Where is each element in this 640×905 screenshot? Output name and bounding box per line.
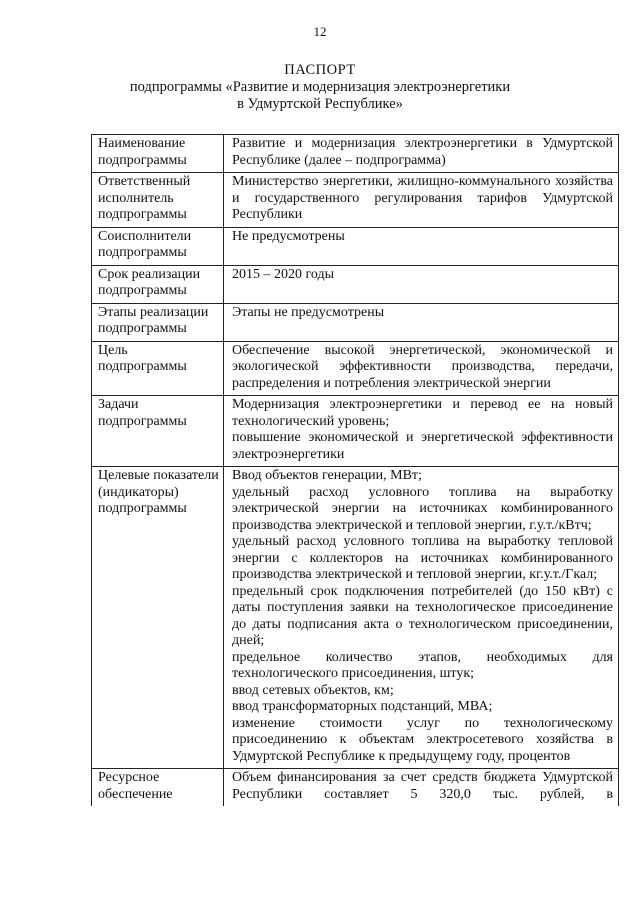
- page-number: 12: [313, 24, 327, 39]
- row-label: Наименование подпрограммы: [92, 135, 224, 172]
- row-value: [224, 304, 618, 341]
- value-line: Этапы не предусмотрены: [232, 304, 385, 320]
- row-label: Задачи подпрограммы: [92, 396, 224, 466]
- row-label: Целевые показатели (индикаторы) подпрограммы: [92, 467, 224, 768]
- value-line: Развитие и модернизация электроэнергетики в Удмуртской Республике (далее – подпрограмма): [232, 136, 613, 168]
- value-line: повышение экономической и энергетической эффективности электроэнергетики: [232, 430, 613, 462]
- row-value: [224, 396, 618, 466]
- passport-table: [91, 134, 619, 806]
- table-row: [92, 173, 618, 228]
- row-label: Ресурсное обеспечение: [92, 769, 224, 806]
- value-line: Обеспечение высокой энергетической, экономической и экологической эффективности производства, передачи, распределения и потребления электрической энергии: [232, 342, 613, 391]
- document-heading: [0, 62, 640, 113]
- value-line: ввод сетевых объектов, км;: [232, 682, 394, 698]
- value-line: предельное количество этапов, необходимых для технологического присоединения, штук;: [232, 649, 613, 681]
- row-value: [224, 769, 618, 806]
- value-line: удельный расход условного топлива на выработку электрической энергии на источниках комбинированного производства электрической и тепловой энергии, г.у.т./кВтч;: [232, 484, 613, 533]
- document-subtitle-line-2: в Удмуртской Республике»: [237, 96, 403, 112]
- row-label: Этапы реализации подпрограммы: [92, 304, 224, 341]
- table-row: [92, 396, 618, 467]
- row-value: [224, 342, 618, 396]
- table-row: [92, 467, 618, 769]
- value-line: ввод трансформаторных подстанций, МВА;: [232, 699, 493, 714]
- document-subtitle-line-1: подпрограммы «Развитие и модернизация электроэнергетики: [129, 79, 511, 95]
- table-row: [92, 769, 618, 806]
- row-value: [224, 228, 618, 265]
- row-label: Соисполнители подпрограммы: [92, 228, 224, 265]
- value-line: изменение стоимости услуг по технологическому присоединению к объектам электросетевого хозяйства в Удмуртской Республике к предыдущему году, процентов: [232, 715, 613, 764]
- value-line: 2015 – 2020 годы: [232, 266, 335, 282]
- table-row: [92, 228, 618, 266]
- row-value: [224, 173, 618, 227]
- document-title: ПАСПОРТ: [284, 62, 356, 78]
- value-line: Объем финансирования за счет средств бюджета Удмуртской Республики составляет 5 320,0 тыс. рублей, в: [232, 770, 613, 802]
- value-line: Не предусмотрены: [232, 228, 345, 244]
- table-row: [92, 342, 618, 397]
- value-line: Ввод объектов генерации, МВт;: [232, 468, 422, 483]
- row-value: [224, 266, 618, 303]
- value-line: удельный расход условного топлива на выработку тепловой энергии с коллекторов на источниках комбинированного производства электрической и тепловой энергии, кг.у.т./Гкал;: [232, 534, 613, 582]
- row-value: [224, 135, 618, 172]
- row-label: Цель подпрограммы: [92, 342, 224, 396]
- value-line: Министерство энергетики, жилищно-коммунального хозяйства и государственного регулирования тарифов Удмуртской Республики: [232, 174, 613, 222]
- value-line: Модернизация электроэнергетики и перевод ее на новый технологический уровень;: [232, 397, 613, 429]
- row-value: [224, 467, 618, 768]
- value-line: предельный срок подключения потребителей (до 150 кВт) с даты поступления заявки на технологическое присоединение до даты подписания акта о технологическом присоединении, дней;: [232, 583, 613, 648]
- row-label: Ответственный исполнитель подпрограммы: [92, 173, 224, 227]
- table-row: [92, 135, 618, 173]
- table-row: [92, 304, 618, 342]
- table-row: [92, 266, 618, 304]
- row-label: Срок реализации подпрограммы: [92, 266, 224, 303]
